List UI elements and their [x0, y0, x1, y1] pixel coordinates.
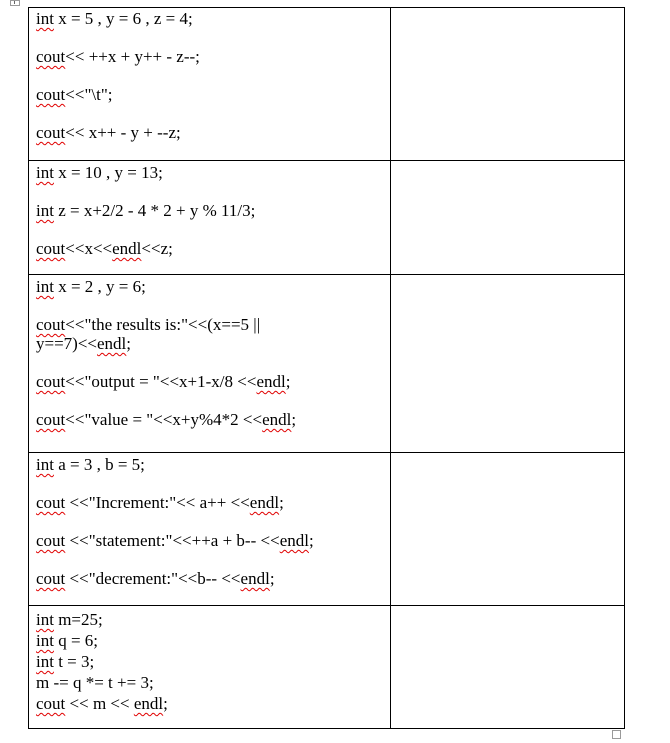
keyword-cout: cout — [36, 410, 66, 429]
code-line — [36, 123, 384, 142]
keyword-cout: cout — [36, 694, 66, 713]
code-text: x = 2 , y = 6; — [53, 277, 146, 296]
code-text: <<"Increment:"<< a++ << — [65, 493, 250, 512]
keyword-int: int — [36, 163, 54, 182]
code-text: x = 10 , y = 13; — [53, 163, 163, 182]
keyword-int: int — [36, 201, 54, 220]
code-text: ; — [308, 531, 314, 550]
keyword-int: int — [36, 277, 54, 296]
keyword-endl: endl — [262, 410, 292, 429]
keyword-int: int — [36, 455, 54, 474]
answer-cell[interactable] — [391, 453, 625, 606]
keyword-cout: cout — [36, 315, 66, 334]
keyword-int: int — [36, 610, 54, 629]
answer-cell[interactable] — [391, 606, 625, 729]
code-text: <<"\t"; — [65, 85, 113, 104]
code-line — [36, 277, 384, 296]
code-text: << m << — [65, 694, 134, 713]
code-cell[interactable] — [29, 275, 391, 453]
keyword-endl: endl — [249, 493, 280, 512]
keyword-cout: cout — [36, 239, 66, 258]
code-line — [36, 672, 384, 693]
code-text: <<"statement:"<<++a + b-- << — [65, 531, 280, 550]
keyword-endl: endl — [256, 372, 286, 391]
code-line — [36, 315, 298, 353]
keyword-cout: cout — [36, 85, 66, 104]
keyword-cout: cout — [36, 123, 66, 142]
code-line — [36, 630, 384, 651]
code-line — [36, 693, 384, 714]
code-text: ; — [126, 334, 132, 353]
table-resize-handle-icon[interactable] — [612, 730, 621, 739]
keyword-cout: cout — [36, 531, 66, 550]
answer-cell[interactable] — [391, 8, 625, 161]
code-line — [36, 410, 384, 429]
code-line — [36, 372, 384, 391]
code-text: << x++ - y + --z; — [65, 123, 181, 142]
code-cell[interactable] — [29, 8, 391, 161]
code-text: m=25; — [53, 610, 103, 629]
code-text: t = 3; — [53, 652, 95, 671]
code-text: <<"value = "<<x+y%4*2 << — [65, 410, 263, 429]
code-text: <<"the results is:"<<(x==5 || y==7)<< — [36, 315, 261, 353]
keyword-cout: cout — [36, 372, 66, 391]
code-cell[interactable] — [29, 161, 391, 275]
table-row — [29, 275, 625, 453]
code-text: z = x+2/2 - 4 * 2 + y % 11/3; — [53, 201, 256, 220]
table-row — [29, 161, 625, 275]
keyword-int: int — [36, 652, 54, 671]
code-text: ; — [285, 372, 291, 391]
code-text: ; — [291, 410, 297, 429]
keyword-int: int — [36, 9, 54, 28]
code-line — [36, 531, 384, 550]
code-text: x = 5 , y = 6 , z = 4; — [53, 9, 193, 28]
code-text: m -= q *= t += 3; — [36, 673, 154, 692]
table-row — [29, 453, 625, 606]
code-text: ; — [279, 493, 284, 512]
table-move-handle-icon[interactable] — [10, 0, 20, 6]
code-line — [36, 609, 384, 630]
keyword-endl: endl — [97, 334, 127, 353]
code-text: a = 3 , b = 5; — [53, 455, 145, 474]
answer-cell[interactable] — [391, 161, 625, 275]
code-line — [36, 651, 384, 672]
keyword-int: int — [36, 631, 54, 650]
code-line — [36, 201, 384, 220]
code-line — [36, 239, 384, 258]
code-text: <<"decrement:"<<b-- << — [65, 569, 241, 588]
code-cell[interactable] — [29, 606, 391, 729]
code-line — [36, 9, 384, 28]
keyword-cout: cout — [36, 47, 66, 66]
code-table — [28, 7, 625, 729]
table-row — [29, 606, 625, 729]
code-cell[interactable] — [29, 453, 391, 606]
code-text: ; — [269, 569, 275, 588]
keyword-endl: endl — [112, 239, 142, 258]
code-text: <<"output = "<<x+1-x/8 << — [65, 372, 257, 391]
keyword-endl: endl — [240, 569, 270, 588]
code-line — [36, 47, 384, 66]
code-text: q = 6; — [53, 631, 99, 650]
keyword-endl: endl — [133, 694, 164, 713]
code-text: << ++x + y++ - z--; — [65, 47, 200, 66]
code-line — [36, 85, 384, 104]
code-text: <<z; — [141, 239, 173, 258]
code-line — [36, 569, 384, 588]
keyword-cout: cout — [36, 493, 66, 512]
code-line — [36, 163, 384, 182]
answer-cell[interactable] — [391, 275, 625, 453]
code-line — [36, 455, 384, 474]
code-text: <<x<< — [65, 239, 113, 258]
code-text: ; — [163, 694, 168, 713]
code-line — [36, 493, 384, 512]
table-row — [29, 8, 625, 161]
keyword-cout: cout — [36, 569, 66, 588]
keyword-endl: endl — [279, 531, 309, 550]
